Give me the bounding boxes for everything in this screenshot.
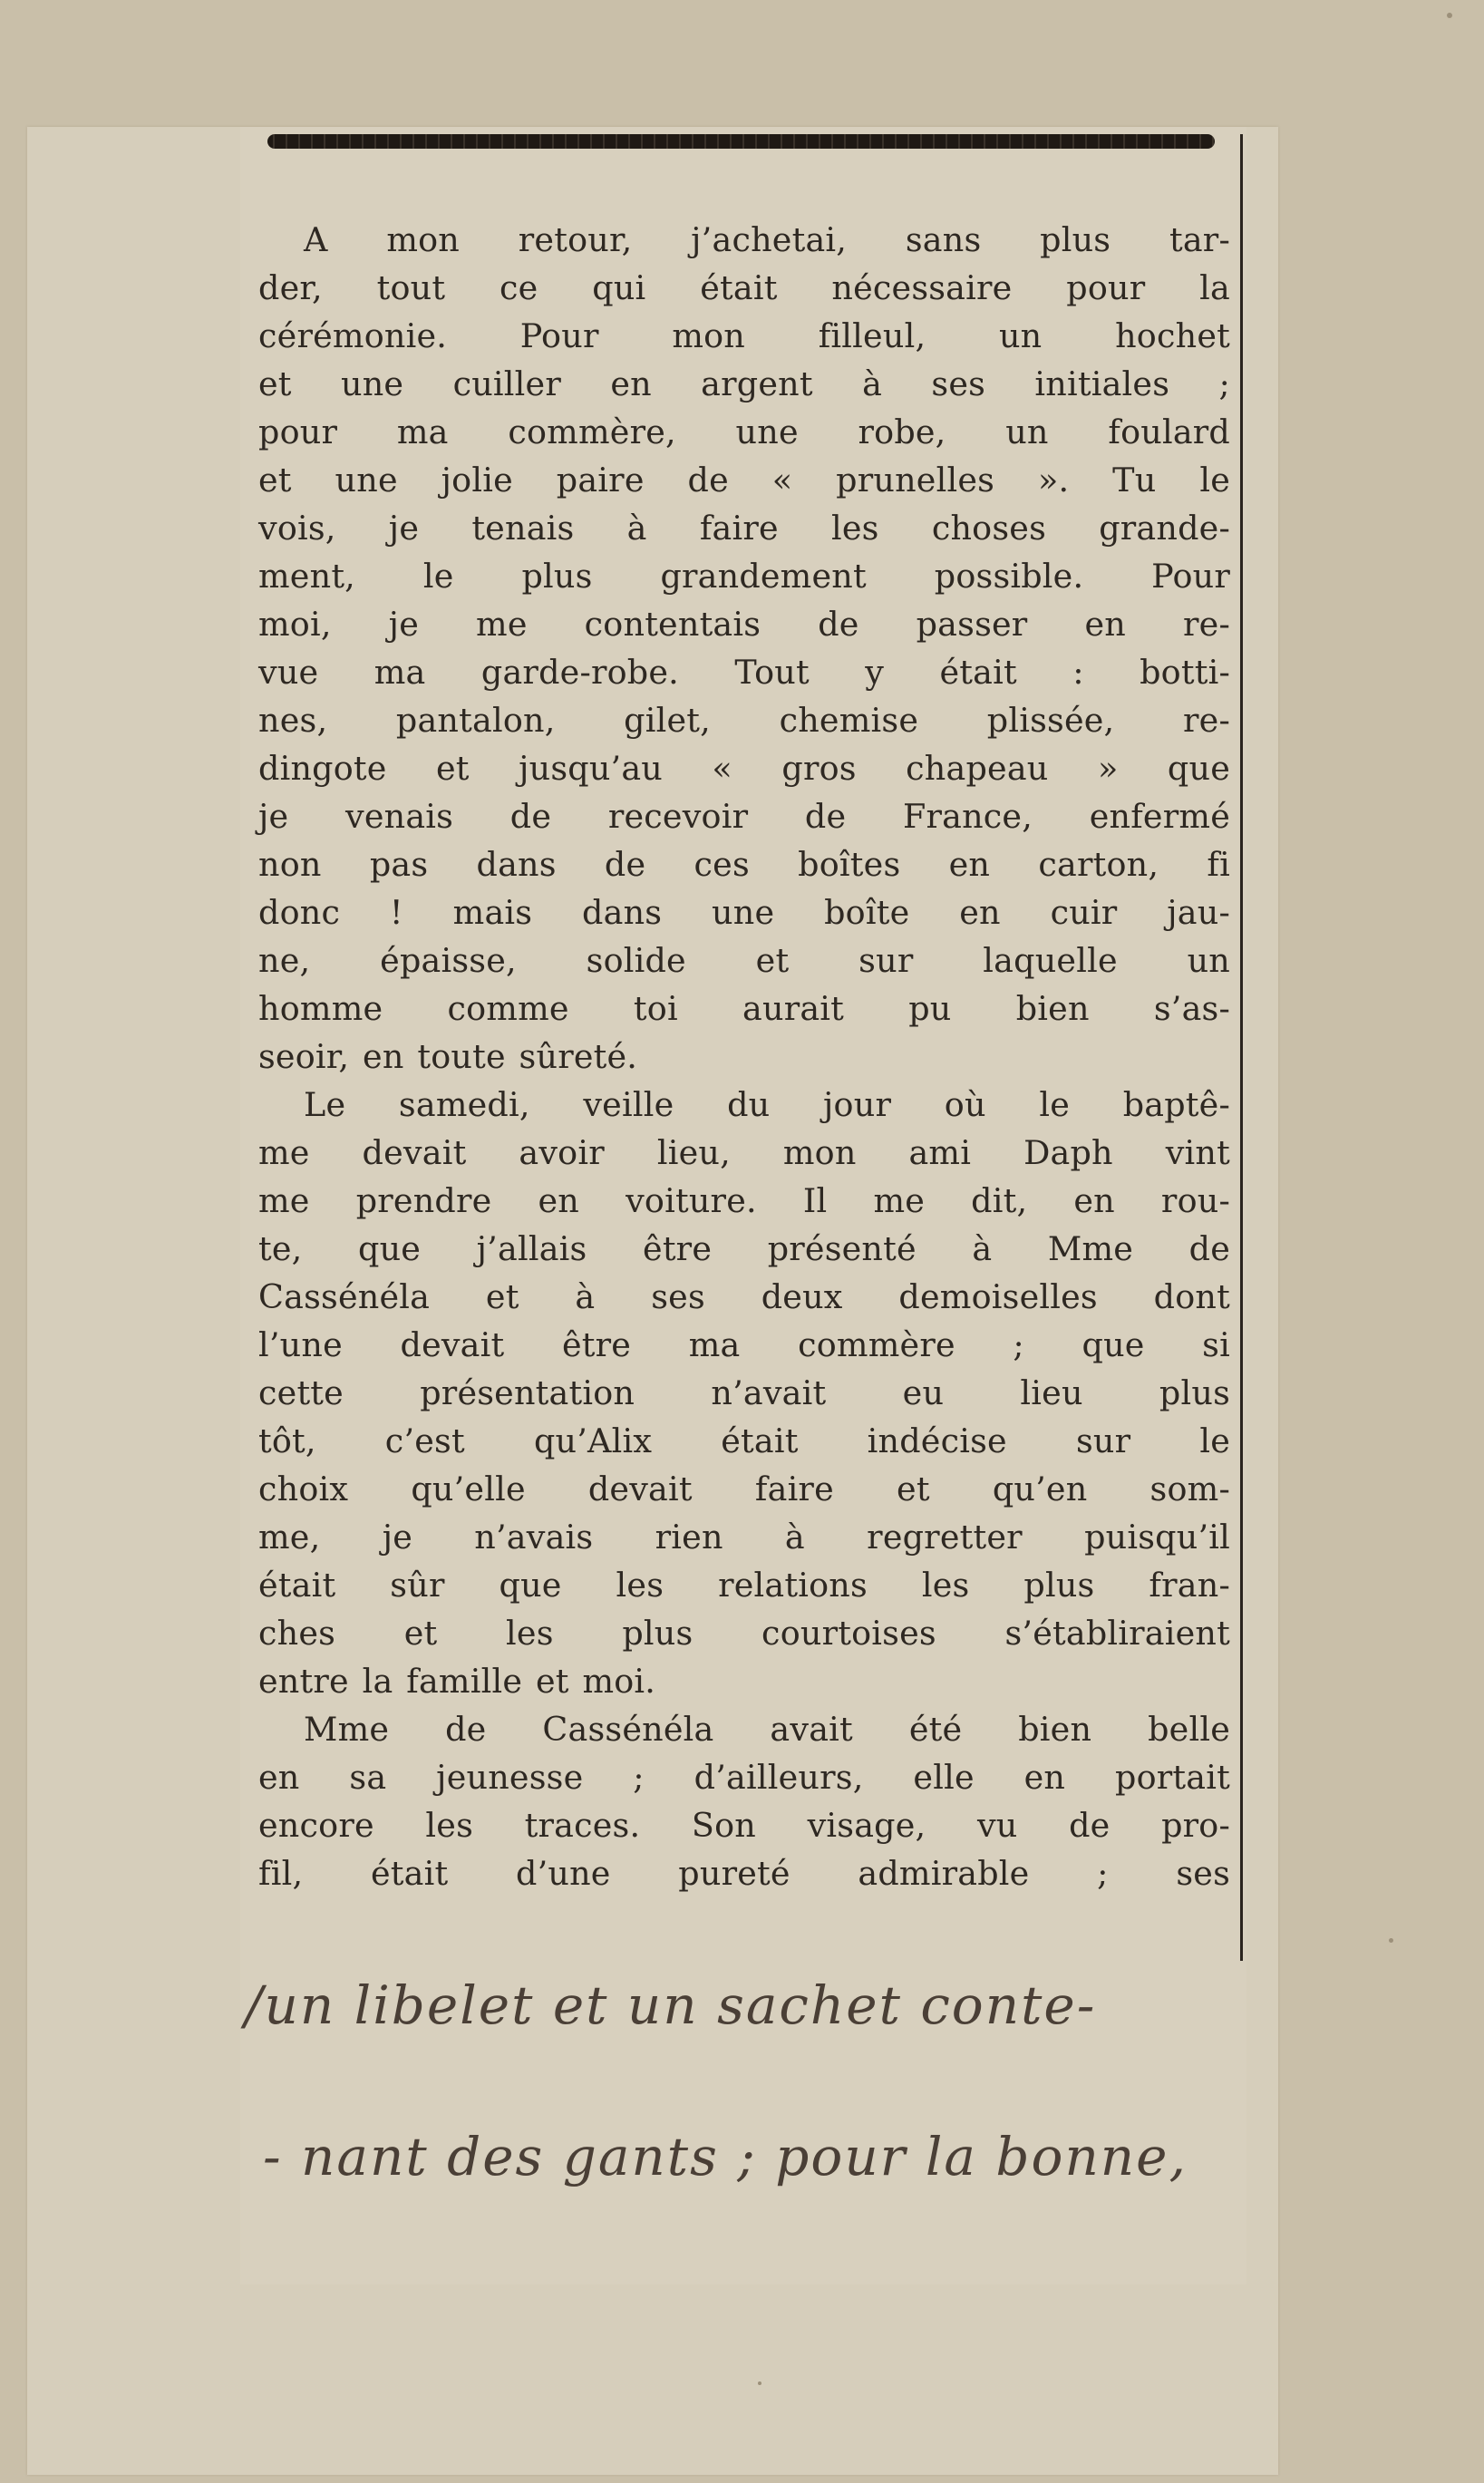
- text-line: ment, le plus grandement possible. Pour: [258, 557, 1230, 596]
- paragraph-1: [258, 216, 1230, 1081]
- text-line: vue ma garde-robe. Tout y était : botti-: [258, 653, 1230, 692]
- text-line: me, je n’avais rien à regretter puisqu’il: [258, 1518, 1230, 1557]
- text-line: était sûr que les relations les plus fran-: [258, 1566, 1230, 1605]
- text-line: tôt, c’est qu’Alix était indécise sur le: [258, 1421, 1230, 1460]
- text-line: encore les traces. Son visage, vu de pro-: [258, 1806, 1230, 1845]
- text-line: entre la famille et moi.: [258, 1662, 656, 1701]
- handwritten-note-line-2: - nant des gants ; pour la bonne,: [263, 2126, 1188, 2187]
- paragraph-3: [258, 1705, 1230, 1897]
- text-line: pour ma commère, une robe, un foulard: [258, 412, 1230, 451]
- text-line: en sa jeunesse ; d’ailleurs, elle en portait: [258, 1758, 1230, 1797]
- text-line: A mon retour, j’achetai, sans plus tar-: [304, 220, 1230, 259]
- text-line: me prendre en voiture. Il me dit, en rou-: [258, 1181, 1230, 1220]
- text-line: non pas dans de ces boîtes en carton, fi: [258, 845, 1230, 884]
- text-line: seoir, en toute sûreté.: [258, 1037, 638, 1076]
- text-line: dingote et jusqu’au « gros chapeau » que: [258, 749, 1230, 788]
- text-line: vois, je tenais à faire les choses grande-: [258, 509, 1230, 548]
- paper-speck: [1389, 1938, 1393, 1943]
- paper-speck: [1447, 13, 1452, 18]
- text-line: te, que j’allais être présenté à Mme de: [258, 1229, 1230, 1268]
- text-line: moi, je me contentais de passer en re-: [258, 605, 1230, 644]
- text-line: choix qu’elle devait faire et qu’en som-: [258, 1469, 1230, 1508]
- top-rule: [267, 134, 1215, 149]
- text-line: et une cuiller en argent à ses initiales ;: [258, 364, 1230, 403]
- text-line: Cassénéla et à ses deux demoiselles dont: [258, 1277, 1230, 1316]
- paragraph-2: [258, 1081, 1230, 1705]
- handwritten-note-line-1: /un libelet et un sachet conte-: [245, 1974, 1097, 2036]
- text-line: nes, pantalon, gilet, chemise plissée, re-: [258, 701, 1230, 740]
- text-line: me devait avoir lieu, mon ami Daph vint: [258, 1133, 1230, 1172]
- text-line: Le samedi, veille du jour où le baptê-: [304, 1085, 1230, 1124]
- text-line: l’une devait être ma commère ; que si: [258, 1325, 1230, 1364]
- article-text: [258, 216, 1230, 1897]
- text-line: ches et les plus courtoises s’établiraient: [258, 1614, 1230, 1653]
- text-line: Mme de Cassénéla avait été bien belle: [304, 1710, 1230, 1749]
- text-line: je venais de recevoir de France, enfermé: [258, 797, 1230, 836]
- text-line: ne, épaisse, solide et sur laquelle un: [258, 941, 1230, 980]
- column-rule: [1240, 134, 1243, 1961]
- text-line: cette présentation n’avait eu lieu plus: [258, 1373, 1230, 1412]
- text-line: homme comme toi aurait pu bien s’as-: [258, 989, 1230, 1028]
- text-line: fil, était d’une pureté admirable ; ses: [258, 1854, 1230, 1893]
- text-line: der, tout ce qui était nécessaire pour la: [258, 268, 1230, 307]
- text-line: donc ! mais dans une boîte en cuir jau-: [258, 893, 1230, 932]
- paper-speck: [758, 2381, 761, 2385]
- text-line: et une jolie paire de « prunelles ». Tu le: [258, 461, 1230, 500]
- text-line: cérémonie. Pour mon filleul, un hochet: [258, 316, 1230, 355]
